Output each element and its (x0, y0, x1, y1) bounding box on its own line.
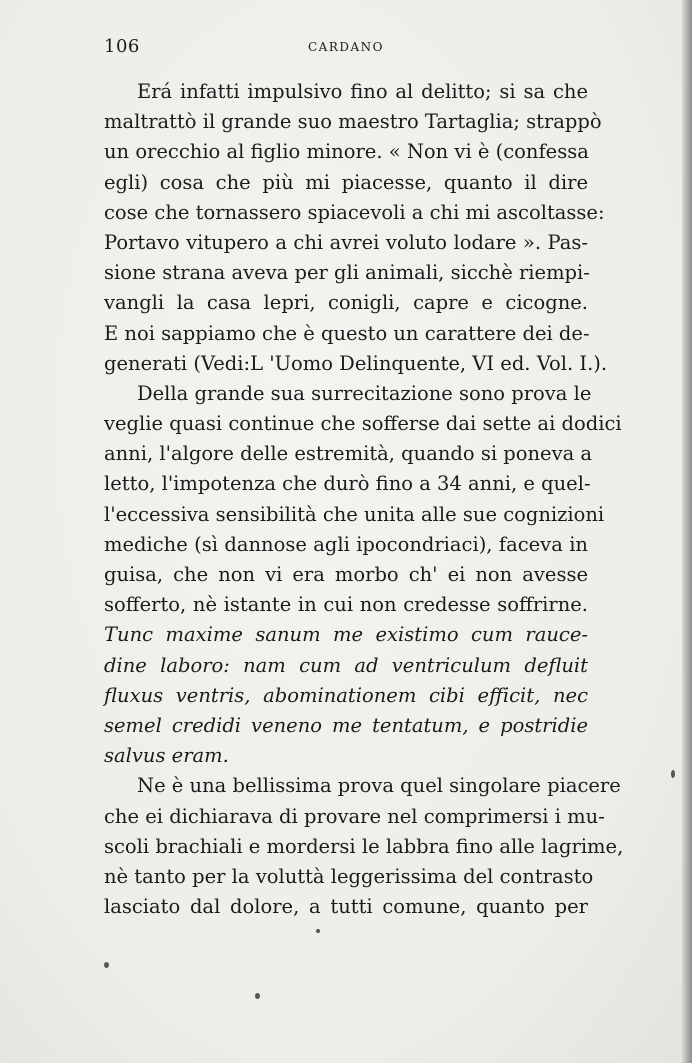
text-line: scoli brachiali e mordersi le labbra fino alle lagrime, (104, 834, 624, 858)
text-line: l'eccessiva sensibilità che unita alle sue cognizioni (104, 502, 605, 526)
text-line: Erá infatti impulsivo fino al delitto; si sa che (137, 80, 588, 103)
text-line: anni, l'algore delle estremità, quando si poneva a (104, 442, 593, 466)
text-line: nè tanto per la voluttà leggerissima del contrasto (104, 864, 594, 888)
latin-quote-line: salvus eram. (104, 744, 229, 768)
latin-quote-line: semel credidi veneno me tentatum, e postridie (104, 713, 588, 737)
latin-quote-line: Tunc maxime sanum me existimo cum rauce- (104, 623, 588, 647)
print-speck (255, 993, 260, 999)
page-header (104, 36, 584, 62)
print-speck (671, 770, 675, 778)
text-line: sofferto, nè istante in cui non credesse soffrirne. (104, 593, 588, 617)
page-edge-shadow (682, 0, 692, 1063)
text-line: lasciato dal dolore, a tutti comune, quanto per (104, 895, 588, 919)
body-text (104, 77, 624, 922)
running-title: CARDANO (308, 40, 385, 54)
text-line: sione strana aveva per gli animali, sicchè riempi- (104, 261, 590, 285)
text-line: vangli la casa lepri, conigli, capre e cicogne. (104, 291, 588, 315)
latin-quote-line: fluxus ventris, abominationem cibi efficit, nec (104, 683, 588, 707)
page-number: 106 (104, 36, 140, 57)
print-speck (104, 962, 109, 968)
text-line: un orecchio al figlio minore. « Non vi è (confessa (104, 140, 589, 164)
text-line: generati (Vedi:L 'Uomo Delinquente, VI ed. Vol. I.). (104, 351, 608, 375)
text-line: maltrattò il grande suo maestro Tartaglia; strappò (104, 110, 602, 134)
text-line: veglie quasi continue che sofferse dai sette ai dodici (104, 412, 622, 436)
text-line: E noi sappiamo che è questo un carattere dei de- (104, 321, 590, 345)
text-line: cose che tornassero spiacevoli a chi mi ascoltasse: (104, 200, 605, 224)
text-line: Portavo vitupero a chi avrei voluto lodare ». Pas- (104, 230, 588, 254)
latin-quote-line: dine laboro: nam cum ad ventriculum defluit (104, 653, 588, 677)
print-speck (316, 929, 320, 933)
text-line: mediche (sì dannose agli ipocondriaci), faceva in (104, 532, 588, 556)
text-line: Ne è una bellissima prova quel singolare piacere (137, 774, 621, 798)
text-line: guisa, che non vi era morbo ch' ei non avesse (104, 563, 588, 586)
text-line: egli) cosa che più mi piacesse, quanto il dire (104, 170, 588, 194)
text-line: che ei dichiarava di provare nel comprimersi i mu- (104, 804, 605, 828)
text-line: letto, l'impotenza che durò fino a 34 anni, e quel- (104, 472, 591, 496)
text-line: Della grande sua surrecitazione sono prova le (137, 381, 592, 405)
